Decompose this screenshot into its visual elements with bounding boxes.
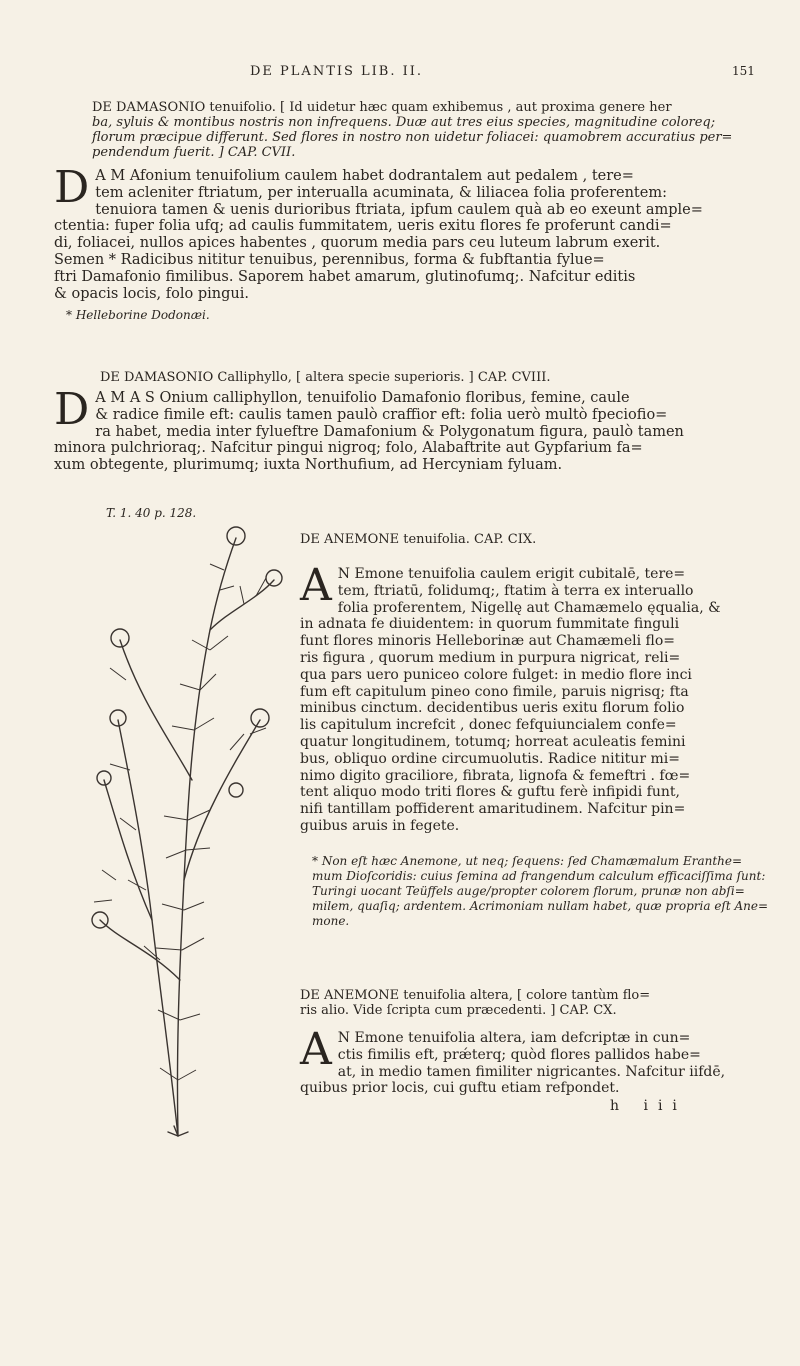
drop-cap: A	[300, 560, 332, 611]
chapter-110-heading	[300, 988, 730, 1018]
body-line: N Emone tenuifolia caulem erigit cubitalē, tere=	[337, 566, 686, 582]
body-line: qua pars uero puniceo colore fulget: in medio flore inci	[300, 666, 692, 683]
body-line: A M Afonium tenuifolium caulem habet dodrantalem aut pedalem , tere=	[95, 168, 634, 184]
body-line: A M A S Onium calliphyllon, tenuifolio Damafonio floribus, femine, caule	[95, 390, 630, 406]
note-line: Turingi uocant Teüffels auge/propter colorem florum, prunæ non abſi=	[312, 884, 745, 898]
drop-cap: D	[54, 384, 90, 435]
body-line: ra habet, media inter fylueftre Damafonium & Polygonatum figura, paulò tamen	[95, 423, 684, 440]
body-line: minora pulchrioraq;. Nafcitur pingui nigroq; folo, Alabaftrite aut Gypfarium fa=	[54, 440, 643, 457]
body-line: ftri Damafonio fimilibus. Saporem habet amarum, glutinofumq;. Nafcitur editis	[54, 268, 636, 285]
body-line: at, in medio tamen fimiliter nigricantes. Nafcitur iifdē,	[337, 1063, 726, 1080]
body-line: di, foliacei, nullos apices habentes , quorum media pars ceu luteum labrum exerit.	[54, 235, 661, 252]
body-line: bus, obliquo ordine circumuolutis. Radice nititur mi=	[300, 750, 680, 767]
body-line: & radice fimile eft: caulis tamen paulò craffior eft: folia uerò multò fpeciofio=	[95, 406, 668, 423]
heading-line: DE ANEMONE tenuifolia altera, [ colore tantùm flo=	[300, 988, 651, 1003]
heading-line: florum præcipue differunt. Sed flores in nostro non uidetur foliacei: quamobrem accuratius per=	[92, 130, 733, 145]
body-line: tem, ftriatū, folidumq;, ftatim à terra ex interuallo	[337, 582, 694, 599]
heading-line: ba, syluis & montibus nostris non infrequens. Duæ aut tres eius species, magnitudine coloreq;	[92, 115, 716, 130]
catchword-signature: h iii	[610, 1098, 687, 1114]
heading-line: DE DAMASONIO tenuifolio. [ Id uidetur hæc quam exhibemus , aut proxima genere her	[92, 100, 672, 115]
body-line: tent aliquo modo triti flores & guftu ferè infipidi funt,	[300, 784, 680, 801]
body-line: funt flores minoris Helleborinæ aut Chamæmeli flo=	[300, 633, 676, 650]
body-line: & opacis locis, folo pingui.	[54, 285, 249, 302]
body-line: xum obtegente, plurimumq; iuxta Northufium, ad Hercyniam fyluam.	[54, 457, 563, 474]
note-line: mum Dioſcoridis: cuius ſemina ad frangendum calculum efficaciſſima ſunt:	[312, 869, 766, 883]
body-line: ctentia: fuper folia ufq; ad caulis fummitatem, ueris exitu flores fe proferunt candi=	[54, 218, 672, 235]
body-line: ris figura , quorum medium in purpura nigricat, reli=	[300, 649, 681, 666]
page-number: 151	[732, 64, 755, 78]
body-line: minibus cinctum. decidentibus ueris exitu florum folio	[300, 700, 685, 717]
body-line: nimo digito graciliore, fibrata, lignofa & femeftri . fœ=	[300, 767, 691, 784]
body-line: in adnata fe diuidentem: in quorum fummitate finguli	[300, 616, 680, 633]
plant-woodcut-illustration	[60, 520, 292, 1140]
body-line: Semen * Radicibus nititur tenuibus, perennibus, forma & fubftantia fylue=	[54, 251, 605, 268]
chapter-107-body	[54, 162, 744, 302]
heading-line: pendendum fuerit. ] CAP. CVII.	[92, 145, 296, 160]
body-line: ctis fimilis eft, prǽterq; quòd flores pallidos habe=	[337, 1046, 701, 1063]
note-line: milem, quaſiq; ardentem. Acrimoniam nullam habet, quæ propria eſt Ane=	[312, 899, 769, 913]
heading-line: ris alio. Vide ſcripta cum præcedenti. ] CAP. CX.	[300, 1003, 617, 1018]
drop-cap: A	[300, 1024, 332, 1075]
note-line: * Non eſt hæc Anemone, ut neq; ſequens: ſed Chamæmalum Eranthe=	[312, 854, 743, 868]
body-line: nifi tantillam poffiderent amaritudinem. Nafcitur pin=	[300, 801, 686, 818]
chapter-107-note: * Helleborine Dodonæi.	[66, 308, 210, 322]
chapter-110-body	[300, 1024, 744, 1097]
body-line: lis capitulum increfcit , donec fefquiuncialem confe=	[300, 717, 677, 734]
note-line: mone.	[312, 914, 350, 928]
body-line: tenuiora tamen & uenis durioribus ftriata, ipfum caulem quà ab eo exeunt ample=	[95, 201, 703, 218]
body-line: N Emone tenuifolia altera, iam defcriptæ in cun=	[337, 1030, 691, 1046]
body-line: folia proferentem, Nigellę aut Chamæmelo ęqualia, &	[337, 599, 721, 616]
figure-reference: T. 1. 40 p. 128.	[106, 506, 197, 520]
body-line: quatur longitudinem, totumq; horreat aculeatis femini	[300, 733, 686, 750]
chapter-108-heading: DE DAMASONIO Calliphyllo, [ altera specie superioris. ] CAP. CVIII.	[100, 370, 551, 385]
chapter-109-note	[312, 854, 769, 929]
running-head: DE PLANTIS LIB. II.	[250, 64, 424, 79]
body-line: tem acleniter ftriatum, per interualla acuminata, & liliacea folia proferentem:	[95, 184, 667, 201]
chapter-109-heading: DE ANEMONE tenuifolia. CAP. CIX.	[300, 532, 537, 547]
body-line: guibus aruis in fegete.	[300, 817, 460, 834]
drop-cap: D	[54, 162, 90, 213]
chapter-108-body	[54, 384, 744, 474]
chapter-107-heading	[92, 100, 732, 160]
body-line: fum eft capitulum pineo cono fimile, paruis nigrisq; fta	[300, 683, 689, 700]
chapter-109-body	[300, 560, 744, 835]
body-line: quibus prior locis, cui guftu etiam refpondet.	[300, 1080, 620, 1097]
